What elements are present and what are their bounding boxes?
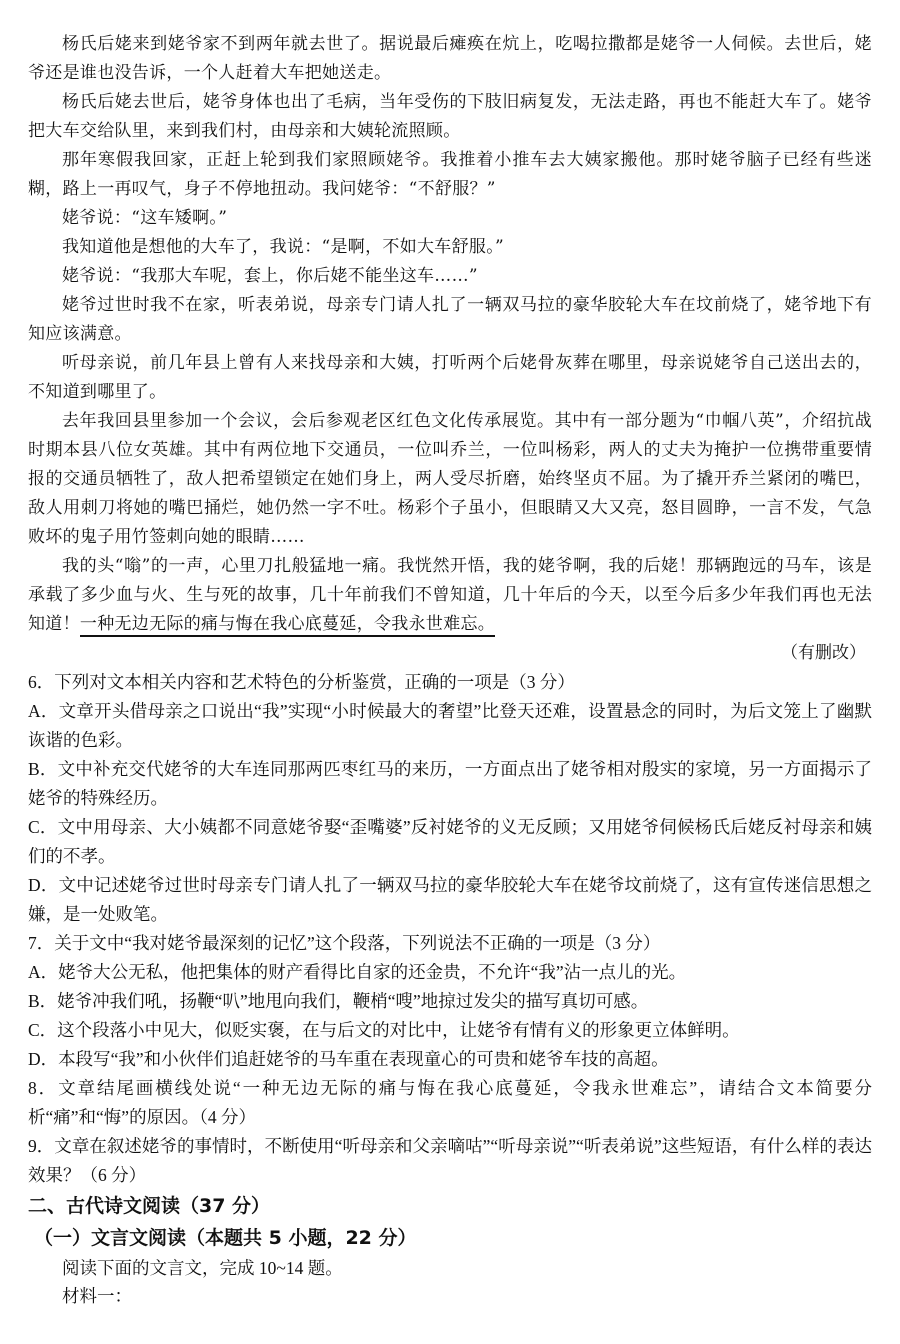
question-9: 9．文章在叙述姥爷的事情时，不断使用“听母亲和父亲嘀咕”“听母亲说”“听表弟说”这些短语，有什么样的表达效果？（6 分） [28,1136,872,1185]
reading-instruction: 阅读下面的文言文，完成 10~14 题。 [62,1258,343,1278]
final-paragraph-text: 我的头“嗡”的一声，心里刀扎般猛地一痛。我恍然开悟，我的姥爷啊，我的后姥！那辆跑远的马车，该是承载了多少血与火、生与死的故事，几十年前我们不曾知道，几十年后的今天，以至今后多少年我们再也无法知道！ [28,556,872,634]
edit-note: （有删改） [781,643,866,663]
story-paragraph: 姥爷说：“我那大车呢，套上，你后姥不能坐这车……” [62,266,478,286]
question-6-stem: 6．下列对文本相关内容和艺术特色的分析鉴赏，正确的一项是（3 分） [28,672,575,692]
story-text [28,30,872,639]
section-heading: 二、古代诗文阅读（37 分） [28,1195,271,1217]
question-list [28,668,872,1190]
question-6-option-c: C．文中用母亲、大小姨都不同意姥爷娶“歪嘴婆”反衬姥爷的义无反顾；又用姥爷伺候杨氏后姥反衬母亲和姨们的不孝。 [28,817,872,866]
story-paragraph: 去年我回县里参加一个会议，会后参观老区红色文化传承展览。其中有一部分题为“巾帼八英”，介绍抗战时期本县八位女英雄。其中有两位地下交通员，一位叫乔兰，一位叫杨彩，两人的丈夫为掩护一位携带重要情报的交通员牺牲了，敌人把希望锁定在她们身上，两人受尽折磨，始终坚贞不屈。为了撬开乔兰紧闭的嘴巴，敌人用刺刀将她的嘴巴捅烂，她仍然一字不吐。杨彩个子虽小，但眼睛又大又亮，怒目圆睁，一言不发，气急败坏的鬼子用竹签刺向她的眼睛…… [28,411,872,547]
story-paragraph: 杨氏后姥来到姥爷家不到两年就去世了。据说最后瘫痪在炕上，吃喝拉撒都是姥爷一人伺候。去世后，姥爷还是谁也没告诉，一个人赶着大车把她送走。 [28,34,872,83]
question-7-stem: 7．关于文中“我对姥爷最深刻的记忆”这个段落，下列说法不正确的一项是（3 分） [28,933,661,953]
story-paragraph: 听母亲说，前几年县上曾有人来找母亲和大姨，打听两个后姥骨灰葬在哪里，母亲说姥爷自己送出去的，不知道到哪里了。 [28,353,872,402]
question-7-option-c: C．这个段落小中见大，似贬实褒，在与后文的对比中，让姥爷有情有义的形象更立体鲜明。 [28,1020,740,1040]
question-7-option-a: A．姥爷大公无私，他把集体的财产看得比自家的还金贵，不允许“我”沾一点儿的光。 [28,962,687,982]
story-paragraph: 杨氏后姥去世后，姥爷身体也出了毛病，当年受伤的下肢旧病复发，无法走路，再也不能赶大车了。姥爷把大车交给队里，来到我们村，由母亲和大姨轮流照顾。 [28,92,872,141]
story-paragraph: 那年寒假我回家，正赶上轮到我们家照顾姥爷。我推着小推车去大姨家搬他。那时姥爷脑子已经有些迷糊，路上一再叹气，身子不停地扭动。我问姥爷：“不舒服？” [28,150,872,199]
story-paragraph: 我知道他是想他的大车了，我说：“是啊，不如大车舒服。” [62,237,504,257]
question-6-option-a: A．文章开头借母亲之口说出“我”实现“小时候最大的奢望”比登天还难，设置悬念的同时，为后文笼上了幽默诙谐的色彩。 [28,701,872,750]
underlined-sentence: 一种无边无际的痛与悔在我心底蔓延，令我永世难忘。 [80,614,495,637]
material-label: 材料一： [62,1286,132,1306]
subsection-heading: （一）文言文阅读（本题共 5 小题，22 分） [34,1227,417,1249]
question-6-option-d: D．文中记述姥爷过世时母亲专门请人扎了一辆双马拉的豪华胶轮大车在姥爷坟前烧了，这有宣传迷信思想之嫌，是一处败笔。 [28,875,872,924]
question-8: 8．文章结尾画横线处说“一种无边无际的痛与悔在我心底蔓延，令我永世难忘”，请结合文本简要分析“痛”和“悔”的原因。（4 分） [28,1078,872,1127]
question-6-option-b: B．文中补充交代姥爷的大车连同那两匹枣红马的来历，一方面点出了姥爷相对殷实的家境，另一方面揭示了姥爷的特殊经历。 [28,759,872,808]
story-paragraph: 姥爷说：“这车矮啊。” [62,208,228,228]
question-7-option-d: D．本段写“我”和小伙伴们追赶姥爷的马车重在表现童心的可贵和姥爷车技的高超。 [28,1049,669,1069]
story-final-paragraph [28,552,872,639]
story-paragraph: 姥爷过世时我不在家，听表弟说，母亲专门请人扎了一辆双马拉的豪华胶轮大车在坟前烧了，姥爷地下有知应该满意。 [28,295,872,344]
question-7-option-b: B．姥爷冲我们吼，扬鞭“叭”地甩向我们，鞭梢“嗖”地掠过发尖的描写真切可感。 [28,991,649,1011]
